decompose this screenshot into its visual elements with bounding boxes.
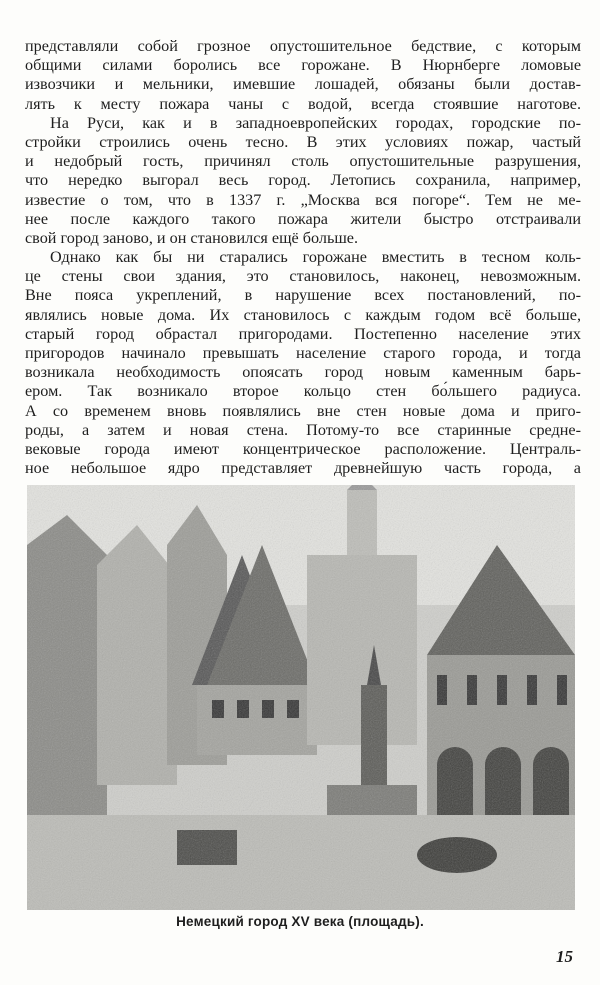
text-line: извозчики и мельники, имевшие лошадей, обязаны были достав- bbox=[25, 75, 581, 94]
text-line: вековые города имеют концентрическое расположение. Централь- bbox=[25, 439, 581, 458]
text-line: лять к месту пожара чаны с водой, всегда стоявшие наготове. bbox=[25, 94, 581, 113]
body-text bbox=[25, 37, 581, 478]
text-line: ером. Так возникало второе кольцо стен бо́льшего радиуса. bbox=[25, 382, 581, 401]
text-line: На Руси, как и в западноевропейских городах, городские по- bbox=[50, 113, 581, 132]
text-line: нее после каждого такого пожара жители быстро отстраивали bbox=[25, 209, 581, 228]
text-line: и недобрый гость, причинял столь опустошительные разрушения, bbox=[25, 152, 581, 171]
town-square-engraving bbox=[27, 485, 575, 910]
text-line: пригородов начинало превышать население старого города, и тогда bbox=[25, 344, 581, 362]
text-line: роды, а затем и новая стена. Потому-то все старинные средне- bbox=[25, 420, 581, 439]
text-line: старый город обрастал пригородами. Постепенно население этих bbox=[25, 324, 581, 343]
illustration-medieval-town-square bbox=[27, 485, 575, 910]
text-line: являлись новые дома. Их становилось с каждым годом всё больше, bbox=[25, 305, 581, 324]
figure-caption: Немецкий город XV века (площадь). bbox=[176, 914, 424, 929]
text-line: А со временем вновь появлялись вне стен новые дома и приго- bbox=[25, 401, 581, 420]
text-line: Однако как бы ни старались горожане вместить в тесном коль- bbox=[50, 248, 581, 267]
text-line: Вне пояса укреплений, в нарушение всех постановлений, по- bbox=[25, 286, 581, 305]
text-line: ное небольшое ядро представляет древнейшую часть города, а bbox=[25, 459, 581, 478]
page-number: 15 bbox=[556, 947, 573, 966]
text-line: свой город заново, и он становился ещё больше. bbox=[25, 228, 359, 247]
text-line: стройки строились очень тесно. В этих условиях пожар, частый bbox=[25, 132, 581, 151]
text-line: це стены свои здания, это становилось, наконец, невозможным. bbox=[25, 267, 581, 286]
text-line: общими силами боролись все горожане. В Нюрнберге ломовые bbox=[25, 56, 581, 75]
text-line: известие о том, что в 1337 г. „Москва вся погоре“. Тем не ме- bbox=[25, 190, 581, 209]
text-line: что нередко выгорал весь город. Летопись сохранила, например, bbox=[25, 171, 581, 190]
text-line: возникала необходимость опоясать город новым каменным барь- bbox=[25, 363, 581, 382]
text-line: представляли собой грозное опустошительное бедствие, с которым bbox=[25, 37, 581, 55]
